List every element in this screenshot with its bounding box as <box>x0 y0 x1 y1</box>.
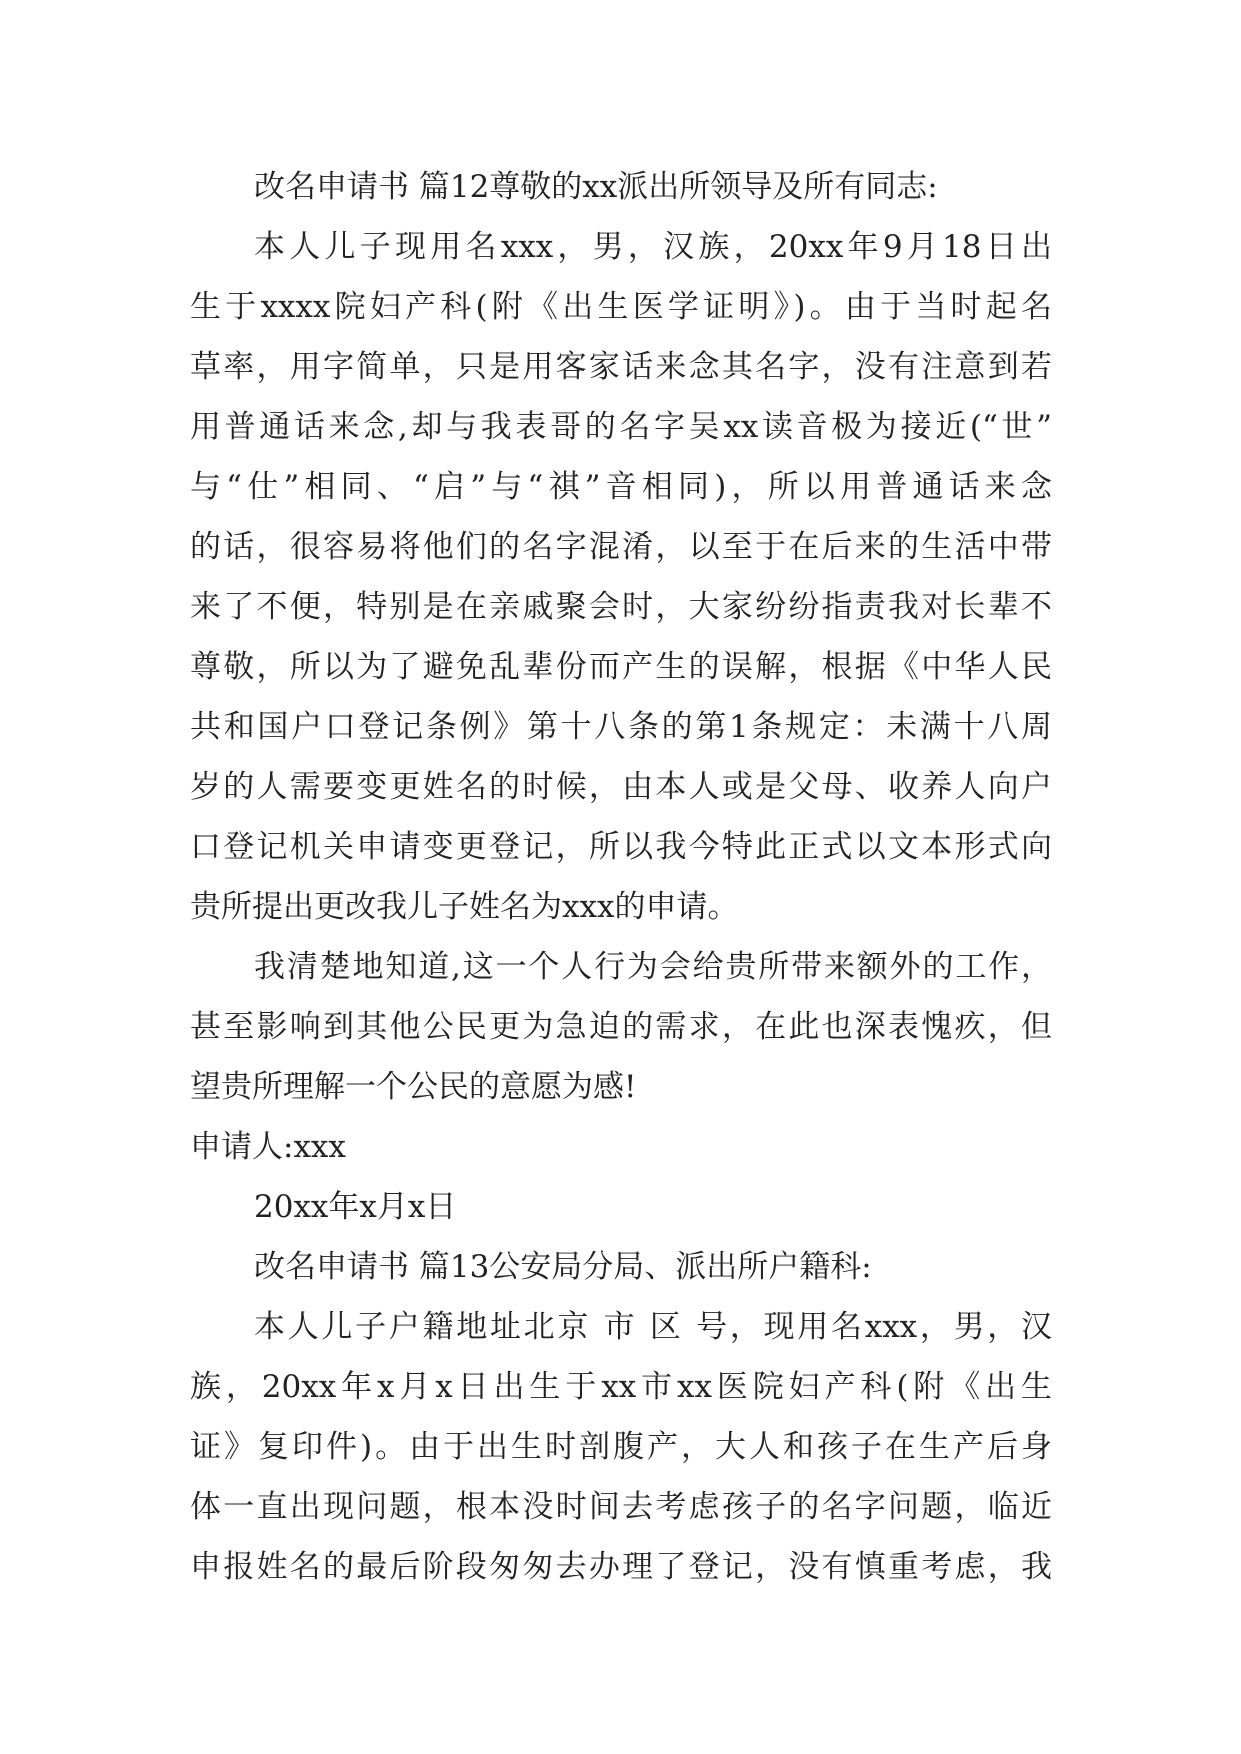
paragraph-line: 来了不便，特别是在亲戚聚会时，大家纷纷指责我对长辈不 <box>190 589 1052 625</box>
paragraph-line: 体一直出现问题，根本没时间去考虑孩子的名字问题，临近 <box>190 1489 1052 1525</box>
paragraph-line: 证》复印件)。由于出生时剖腹产，大人和孩子在生产后身 <box>190 1429 1052 1465</box>
paragraph-line: 贵所提出更改我儿子姓名为xxx的申请。 <box>190 889 739 925</box>
paragraph-line: 口登记机关申请变更登记，所以我今特此正式以文本形式向 <box>190 829 1052 865</box>
paragraph-line: 望贵所理解一个公民的意愿为感! <box>190 1069 637 1105</box>
paragraph-line: 族，20xx年x月x日出生于xx市xx医院妇产科(附《出生 <box>190 1369 1052 1405</box>
paragraph-line: 共和国户口登记条例》第十八条的第1条规定：未满十八周 <box>190 709 1052 745</box>
paragraph-line: 岁的人需要变更姓名的时候，由本人或是父母、收养人向户 <box>190 769 1052 805</box>
paragraph-line: 的话，很容易将他们的名字混淆，以至于在后来的生活中带 <box>190 529 1052 565</box>
paragraph-line: 用普通话来念,却与我表哥的名字吴xx读音极为接近(“世” <box>190 409 1052 445</box>
paragraph-line: 本人儿子户籍地址北京 市 区 号，现用名xxx，男，汉 <box>254 1309 1052 1345</box>
heading-section-13: 改名申请书 篇13公安局分局、派出所户籍科: <box>254 1249 872 1285</box>
paragraph-line: 与“仕”相同、“启”与“祺”音相同)，所以用普通话来念 <box>190 469 1052 505</box>
paragraph-line: 甚至影响到其他公民更为急迫的需求，在此也深表愧疚，但 <box>190 1009 1052 1045</box>
paragraph-line: 生于xxxx院妇产科(附《出生医学证明》)。由于当时起名 <box>190 289 1052 325</box>
applicant-line: 申请人:xxx <box>190 1129 346 1165</box>
paragraph-line: 申报姓名的最后阶段匆匆去办理了登记，没有慎重考虑，我 <box>190 1549 1052 1585</box>
paragraph-line: 本人儿子现用名xxx，男，汉族，20xx年9月18日出 <box>254 229 1052 265</box>
paragraph-line: 尊敬，所以为了避免乱辈份而产生的误解，根据《中华人民 <box>190 649 1052 685</box>
paragraph-line: 草率，用字简单，只是用客家话来念其名字，没有注意到若 <box>190 349 1052 385</box>
date-line: 20xx年x月x日 <box>254 1189 457 1225</box>
heading-section-12: 改名申请书 篇12尊敬的xx派出所领导及所有同志: <box>254 169 938 205</box>
paragraph-line: 我清楚地知道,这一个人行为会给贵所带来额外的工作， <box>254 949 1052 985</box>
